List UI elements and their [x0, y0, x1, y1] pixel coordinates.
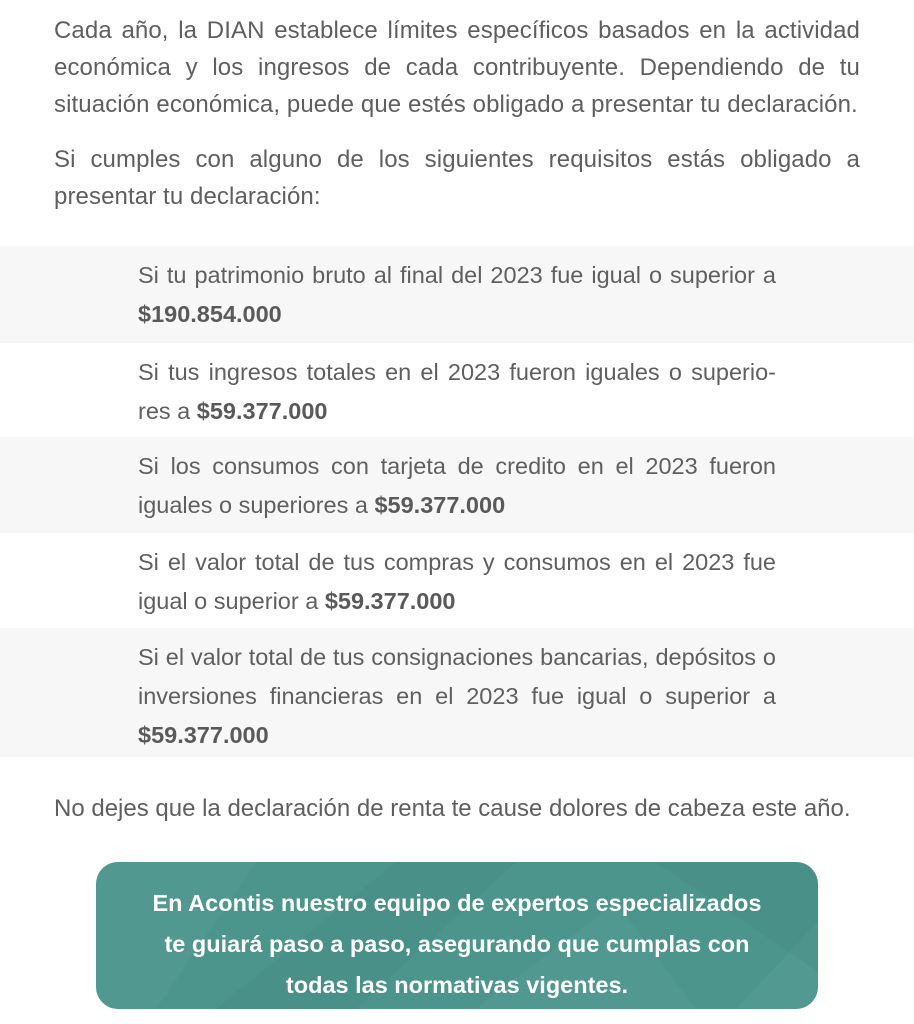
requirement-item-tarjeta-credito — [0, 437, 914, 533]
requirement-text: Si el valor total de tus consignaciones bancarias, depósitos o inversiones financieras en el 2023 fue igual o superior a — [138, 644, 776, 709]
requirement-item-patrimonio — [0, 246, 914, 343]
requirement-amount: $59.377.000 — [324, 588, 456, 614]
cta-line-2: te guiará paso a paso, asegurando que cumplas con — [164, 931, 750, 957]
cta-message — [96, 862, 818, 1006]
requirements-list — [0, 246, 914, 757]
requirement-amount: $190.854.000 — [138, 301, 282, 327]
cta-line-3: todas las normativas vigentes. — [285, 972, 629, 998]
requirement-text: Si tu patrimonio bruto al final del 2023 fue igual o superior a — [138, 262, 776, 288]
requirement-amount: $59.377.000 — [374, 492, 506, 518]
closing-paragraph: No dejes que la declaración de renta te cause dolores de cabeza este año. — [54, 795, 851, 822]
intro-paragraph-2: Si cumples con alguno de los siguientes requisitos estás obligado a presentar tu declaración: — [54, 146, 860, 210]
requirement-text: Si el valor total de tus compras y consumos en el 2023 fue igual o superior a — [138, 549, 776, 614]
intro-paragraph-1: Cada año, la DIAN establece límites específicos basados en la actividad económica y los ingresos de cada contribuyente. Dependiendo de tu situación económica, puede que estés obligado a presentar tu declaración. — [54, 17, 860, 118]
cta-line-1: En Acontis nuestro equipo de expertos especializados — [152, 890, 762, 916]
requirement-text: Si los consumos con tarjeta de credito en el 2023 fueron iguales o superiores a — [138, 453, 776, 518]
requirement-item-consignaciones — [0, 628, 914, 757]
requirement-amount: $59.377.000 — [196, 398, 328, 424]
requirement-amount: $59.377.000 — [138, 722, 269, 748]
cta-banner — [96, 862, 818, 1009]
requirement-item-ingresos — [0, 343, 914, 437]
requirement-text: Si tus ingresos totales en el 2023 fueron iguales o superio-res a — [138, 359, 776, 424]
requirement-item-compras-consumos — [0, 533, 914, 628]
